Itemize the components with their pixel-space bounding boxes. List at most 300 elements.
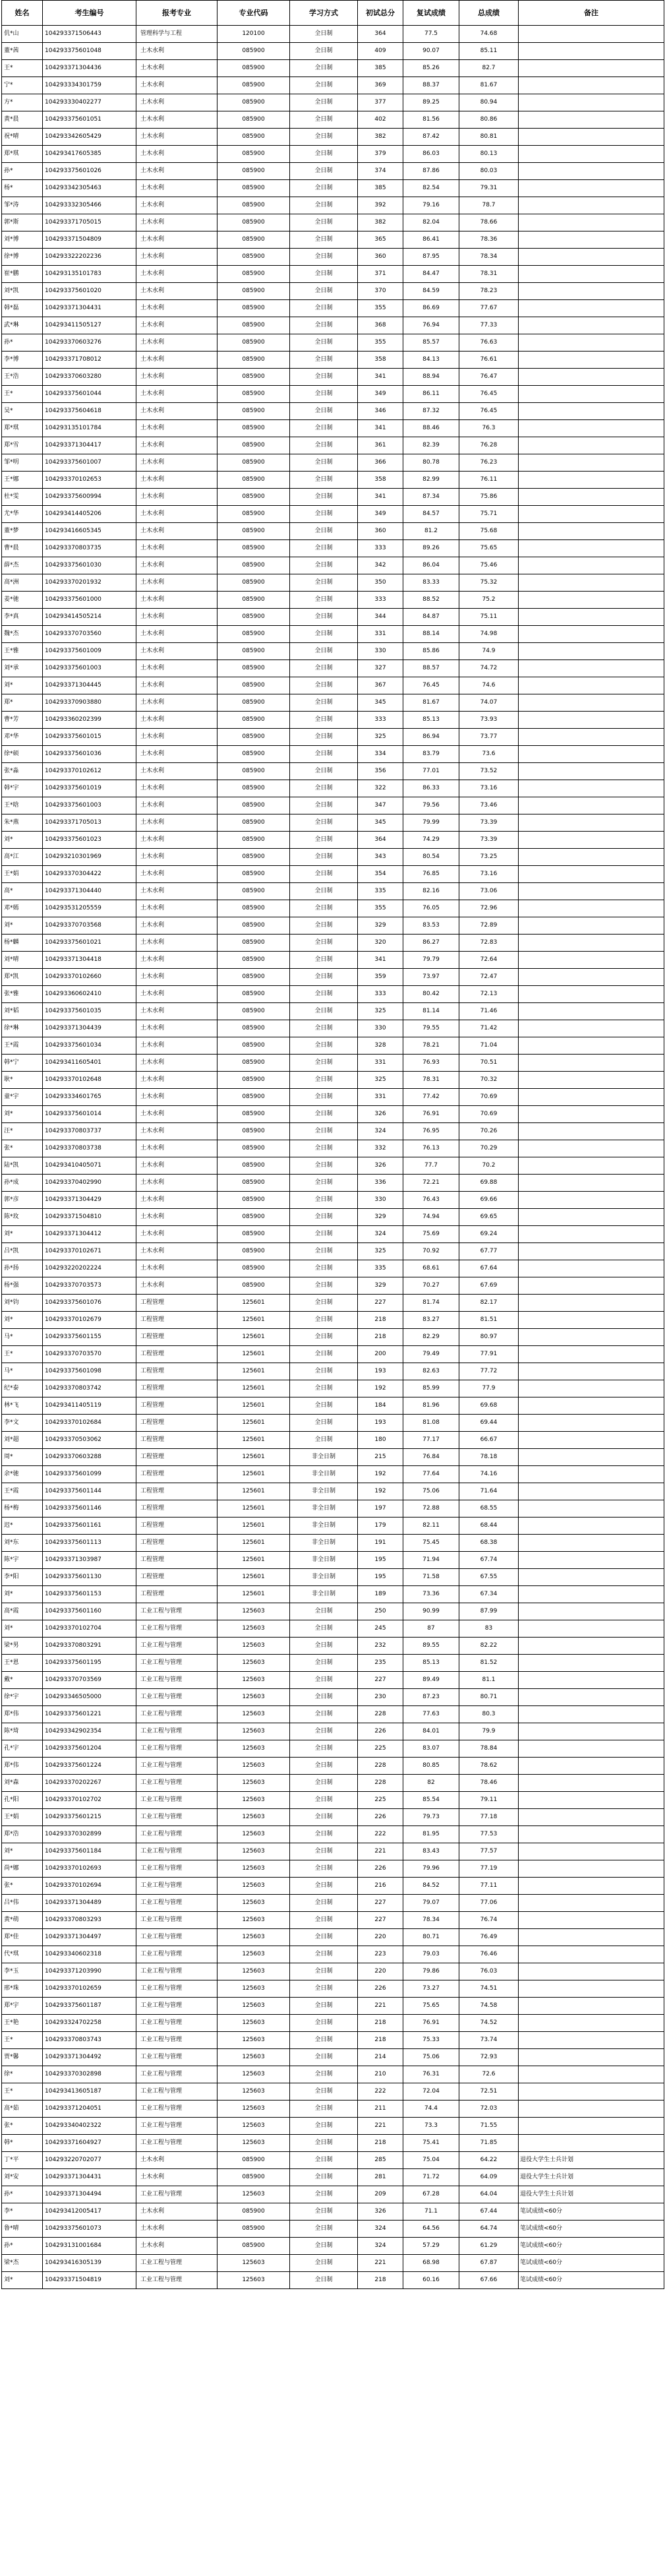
cell-name: 王*霞 bbox=[2, 1483, 43, 1500]
cell-retest-score: 90.07 bbox=[403, 43, 459, 60]
table-row bbox=[2, 1929, 664, 1946]
cell-major-code: 085900 bbox=[218, 523, 290, 540]
cell-initial-score: 320 bbox=[358, 935, 403, 952]
cell-name: 朱*燕 bbox=[2, 814, 43, 832]
cell-note bbox=[519, 729, 664, 746]
table-row bbox=[2, 1895, 664, 1912]
cell-note bbox=[519, 883, 664, 900]
cell-retest-score: 76.05 bbox=[403, 900, 459, 917]
cell-retest-score: 76.91 bbox=[403, 2015, 459, 2032]
cell-total-score: 75.11 bbox=[459, 609, 519, 626]
cell-initial-score: 228 bbox=[358, 1775, 403, 1792]
cell-major: 土木水利 bbox=[136, 557, 218, 574]
cell-total-score: 67.77 bbox=[459, 1243, 519, 1260]
cell-initial-score: 402 bbox=[358, 111, 403, 129]
cell-note bbox=[519, 1620, 664, 1638]
cell-major: 土木水利 bbox=[136, 660, 218, 677]
cell-name: 魏*杰 bbox=[2, 626, 43, 643]
cell-major: 土木水利 bbox=[136, 454, 218, 472]
cell-initial-score: 227 bbox=[358, 1912, 403, 1929]
cell-major: 工业工程与管理 bbox=[136, 2015, 218, 2032]
cell-exam-id: 104293375601073 bbox=[43, 2221, 136, 2238]
cell-major: 土木水利 bbox=[136, 369, 218, 386]
cell-total-score: 83 bbox=[459, 1620, 519, 1638]
cell-note bbox=[519, 1157, 664, 1175]
cell-major-code: 085900 bbox=[218, 1037, 290, 1055]
cell-retest-score: 76.84 bbox=[403, 1449, 459, 1466]
cell-retest-score: 82.04 bbox=[403, 214, 459, 231]
cell-study-mode: 非全日制 bbox=[290, 1466, 358, 1483]
cell-initial-score: 341 bbox=[358, 420, 403, 437]
table-row bbox=[2, 574, 664, 592]
cell-name: 张*雅 bbox=[2, 986, 43, 1003]
cell-initial-score: 333 bbox=[358, 592, 403, 609]
cell-exam-id: 104293411405119 bbox=[43, 1397, 136, 1415]
cell-name: 孙* bbox=[2, 163, 43, 180]
cell-name: 王*雅 bbox=[2, 643, 43, 660]
header-initial-score: 初试总分 bbox=[358, 1, 403, 26]
cell-retest-score: 77.01 bbox=[403, 763, 459, 780]
cell-study-mode: 全日制 bbox=[290, 1706, 358, 1723]
cell-exam-id: 104293135101783 bbox=[43, 266, 136, 283]
score-table bbox=[1, 0, 664, 2289]
cell-initial-score: 382 bbox=[358, 214, 403, 231]
cell-major-code: 085900 bbox=[218, 283, 290, 300]
cell-initial-score: 360 bbox=[358, 249, 403, 266]
cell-note bbox=[519, 1140, 664, 1157]
cell-retest-score: 79.73 bbox=[403, 1809, 459, 1826]
cell-exam-id: 104293370102684 bbox=[43, 1415, 136, 1432]
cell-study-mode: 全日制 bbox=[290, 1603, 358, 1620]
cell-study-mode: 全日制 bbox=[290, 952, 358, 969]
cell-note: 笔试成绩<60分 bbox=[519, 2221, 664, 2238]
cell-name: 郑*佳 bbox=[2, 1929, 43, 1946]
cell-major-code: 085900 bbox=[218, 849, 290, 866]
table-row bbox=[2, 2272, 664, 2289]
cell-note bbox=[519, 1689, 664, 1706]
cell-major-code: 085900 bbox=[218, 403, 290, 420]
cell-exam-id: 104293375601161 bbox=[43, 1518, 136, 1535]
table-row bbox=[2, 832, 664, 849]
cell-note bbox=[519, 1878, 664, 1895]
table-row bbox=[2, 1946, 664, 1963]
cell-major: 工程管理 bbox=[136, 1329, 218, 1346]
cell-total-score: 68.38 bbox=[459, 1535, 519, 1552]
cell-major-code: 125603 bbox=[218, 1740, 290, 1758]
cell-note: 退役大学生士兵计划 bbox=[519, 2186, 664, 2203]
cell-major-code: 085900 bbox=[218, 266, 290, 283]
cell-retest-score: 85.54 bbox=[403, 1792, 459, 1809]
cell-major: 工业工程与管理 bbox=[136, 1963, 218, 1980]
cell-retest-score: 83.07 bbox=[403, 1740, 459, 1758]
cell-total-score: 70.26 bbox=[459, 1123, 519, 1140]
cell-major-code: 085900 bbox=[218, 214, 290, 231]
cell-exam-id: 104293135101784 bbox=[43, 420, 136, 437]
cell-name: 马* bbox=[2, 1329, 43, 1346]
cell-study-mode: 全日制 bbox=[290, 2186, 358, 2203]
cell-major-code: 085900 bbox=[218, 677, 290, 694]
table-row bbox=[2, 1209, 664, 1226]
cell-exam-id: 104293131001684 bbox=[43, 2238, 136, 2255]
cell-major-code: 085900 bbox=[218, 506, 290, 523]
cell-name: 陈*玫 bbox=[2, 1209, 43, 1226]
cell-major-code: 125603 bbox=[218, 2101, 290, 2118]
cell-exam-id: 104293370302899 bbox=[43, 1826, 136, 1843]
cell-name: 王* bbox=[2, 2032, 43, 2049]
cell-note bbox=[519, 763, 664, 780]
table-row bbox=[2, 1397, 664, 1415]
header-total-score: 总成绩 bbox=[459, 1, 519, 26]
cell-note bbox=[519, 1312, 664, 1329]
cell-exam-id: 104293342305463 bbox=[43, 180, 136, 197]
cell-note bbox=[519, 797, 664, 814]
cell-initial-score: 409 bbox=[358, 43, 403, 60]
cell-name: 刘*晴 bbox=[2, 952, 43, 969]
cell-major-code: 125603 bbox=[218, 2015, 290, 2032]
cell-retest-score: 87.34 bbox=[403, 489, 459, 506]
cell-note bbox=[519, 1758, 664, 1775]
cell-total-score: 69.66 bbox=[459, 1192, 519, 1209]
table-row bbox=[2, 454, 664, 472]
cell-total-score: 77.91 bbox=[459, 1346, 519, 1363]
cell-study-mode: 全日制 bbox=[290, 60, 358, 77]
cell-major-code: 125603 bbox=[218, 1998, 290, 2015]
cell-exam-id: 104293371304494 bbox=[43, 2186, 136, 2203]
cell-retest-score: 82 bbox=[403, 1775, 459, 1792]
cell-total-score: 80.81 bbox=[459, 129, 519, 146]
table-row bbox=[2, 746, 664, 763]
cell-study-mode: 全日制 bbox=[290, 935, 358, 952]
cell-total-score: 78.46 bbox=[459, 1775, 519, 1792]
cell-study-mode: 全日制 bbox=[290, 1020, 358, 1037]
cell-initial-score: 200 bbox=[358, 1346, 403, 1363]
cell-exam-id: 104293375601019 bbox=[43, 780, 136, 797]
table-row bbox=[2, 609, 664, 626]
cell-retest-score: 87.95 bbox=[403, 249, 459, 266]
cell-initial-score: 179 bbox=[358, 1518, 403, 1535]
cell-name: 王*艳 bbox=[2, 2015, 43, 2032]
cell-major-code: 085900 bbox=[218, 917, 290, 935]
cell-study-mode: 全日制 bbox=[290, 1758, 358, 1775]
cell-initial-score: 368 bbox=[358, 317, 403, 334]
table-row bbox=[2, 1483, 664, 1500]
cell-total-score: 79.9 bbox=[459, 1723, 519, 1740]
cell-major-code: 085900 bbox=[218, 866, 290, 883]
cell-retest-score: 82.63 bbox=[403, 1363, 459, 1380]
cell-initial-score: 330 bbox=[358, 1192, 403, 1209]
cell-initial-score: 221 bbox=[358, 2255, 403, 2272]
cell-initial-score: 324 bbox=[358, 1123, 403, 1140]
cell-exam-id: 104293346505000 bbox=[43, 1689, 136, 1706]
cell-total-score: 77.9 bbox=[459, 1380, 519, 1397]
cell-major: 土木水利 bbox=[136, 883, 218, 900]
table-row bbox=[2, 334, 664, 352]
cell-name: 纪*泰 bbox=[2, 1380, 43, 1397]
cell-total-score: 73.25 bbox=[459, 849, 519, 866]
cell-exam-id: 104293370102612 bbox=[43, 763, 136, 780]
table-row bbox=[2, 849, 664, 866]
cell-retest-score: 80.71 bbox=[403, 1929, 459, 1946]
table-row bbox=[2, 77, 664, 94]
cell-major-code: 085900 bbox=[218, 557, 290, 574]
cell-name: 徐*宇 bbox=[2, 1689, 43, 1706]
cell-note bbox=[519, 1500, 664, 1518]
cell-retest-score: 79.55 bbox=[403, 1020, 459, 1037]
cell-major-code: 085900 bbox=[218, 129, 290, 146]
cell-study-mode: 全日制 bbox=[290, 917, 358, 935]
cell-study-mode: 全日制 bbox=[290, 2101, 358, 2118]
cell-major: 土木水利 bbox=[136, 146, 218, 163]
cell-note bbox=[519, 1518, 664, 1535]
cell-study-mode: 全日制 bbox=[290, 1929, 358, 1946]
cell-major: 工业工程与管理 bbox=[136, 1843, 218, 1860]
table-row bbox=[2, 1500, 664, 1518]
cell-initial-score: 358 bbox=[358, 472, 403, 489]
cell-study-mode: 全日制 bbox=[290, 1363, 358, 1380]
cell-major-code: 125601 bbox=[218, 1363, 290, 1380]
cell-major-code: 125601 bbox=[218, 1380, 290, 1397]
cell-note: 笔试成绩<60分 bbox=[519, 2203, 664, 2221]
cell-major: 管理科学与工程 bbox=[136, 26, 218, 43]
cell-retest-score: 77.42 bbox=[403, 1089, 459, 1106]
header-study-mode: 学习方式 bbox=[290, 1, 358, 26]
cell-study-mode: 非全日制 bbox=[290, 1483, 358, 1500]
cell-exam-id: 104293371304431 bbox=[43, 2169, 136, 2186]
table-row bbox=[2, 26, 664, 43]
cell-initial-score: 330 bbox=[358, 643, 403, 660]
table-row bbox=[2, 146, 664, 163]
cell-name: 曹*芳 bbox=[2, 712, 43, 729]
cell-major-code: 085900 bbox=[218, 369, 290, 386]
cell-total-score: 73.52 bbox=[459, 763, 519, 780]
cell-exam-id: 104293371304436 bbox=[43, 60, 136, 77]
cell-retest-score: 77.63 bbox=[403, 1706, 459, 1723]
cell-total-score: 67.34 bbox=[459, 1586, 519, 1603]
cell-study-mode: 全日制 bbox=[290, 814, 358, 832]
cell-initial-score: 226 bbox=[358, 1723, 403, 1740]
cell-initial-score: 281 bbox=[358, 2169, 403, 2186]
table-row bbox=[2, 1072, 664, 1089]
cell-exam-id: 104293411605401 bbox=[43, 1055, 136, 1072]
cell-retest-score: 85.26 bbox=[403, 60, 459, 77]
cell-total-score: 74.58 bbox=[459, 1998, 519, 2015]
table-row bbox=[2, 2203, 664, 2221]
cell-initial-score: 330 bbox=[358, 1020, 403, 1037]
cell-major: 工业工程与管理 bbox=[136, 1895, 218, 1912]
cell-name: 李* bbox=[2, 2203, 43, 2221]
cell-study-mode: 全日制 bbox=[290, 523, 358, 540]
cell-major-code: 085900 bbox=[218, 2203, 290, 2221]
cell-major-code: 125603 bbox=[218, 2083, 290, 2101]
cell-exam-id: 104293360602410 bbox=[43, 986, 136, 1003]
cell-initial-score: 364 bbox=[358, 26, 403, 43]
cell-initial-score: 221 bbox=[358, 1998, 403, 2015]
table-row bbox=[2, 2032, 664, 2049]
cell-initial-score: 355 bbox=[358, 900, 403, 917]
cell-name: 张* bbox=[2, 1140, 43, 1157]
cell-major-code: 125603 bbox=[218, 1946, 290, 1963]
cell-note: 笔试成绩<60分 bbox=[519, 2255, 664, 2272]
cell-initial-score: 333 bbox=[358, 540, 403, 557]
cell-total-score: 74.72 bbox=[459, 660, 519, 677]
cell-exam-id: 104293332305466 bbox=[43, 197, 136, 214]
cell-retest-score: 83.53 bbox=[403, 917, 459, 935]
cell-major-code: 125601 bbox=[218, 1295, 290, 1312]
cell-study-mode: 全日制 bbox=[290, 1912, 358, 1929]
cell-study-mode: 全日制 bbox=[290, 180, 358, 197]
cell-study-mode: 全日制 bbox=[290, 1878, 358, 1895]
cell-exam-id: 104293370603280 bbox=[43, 369, 136, 386]
cell-total-score: 76.46 bbox=[459, 1946, 519, 1963]
cell-exam-id: 104293375601009 bbox=[43, 643, 136, 660]
cell-major-code: 125603 bbox=[218, 1878, 290, 1895]
cell-major-code: 125603 bbox=[218, 1723, 290, 1740]
cell-major: 工业工程与管理 bbox=[136, 1775, 218, 1792]
cell-major-code: 085900 bbox=[218, 1089, 290, 1106]
cell-exam-id: 104293375601204 bbox=[43, 1740, 136, 1758]
cell-major: 土木水利 bbox=[136, 677, 218, 694]
cell-name: 刘* bbox=[2, 2272, 43, 2289]
cell-note bbox=[519, 403, 664, 420]
cell-major-code: 125603 bbox=[218, 1620, 290, 1638]
cell-major: 工程管理 bbox=[136, 1380, 218, 1397]
cell-major-code: 085900 bbox=[218, 2152, 290, 2169]
cell-major-code: 085900 bbox=[218, 454, 290, 472]
cell-major: 土木水利 bbox=[136, 986, 218, 1003]
cell-major-code: 125603 bbox=[218, 2066, 290, 2083]
cell-note bbox=[519, 1037, 664, 1055]
cell-total-score: 73.39 bbox=[459, 832, 519, 849]
cell-name: 刘*韬 bbox=[2, 1003, 43, 1020]
cell-note bbox=[519, 780, 664, 797]
cell-major: 土木水利 bbox=[136, 523, 218, 540]
cell-major: 土木水利 bbox=[136, 249, 218, 266]
cell-major-code: 125603 bbox=[218, 1758, 290, 1775]
cell-retest-score: 72.04 bbox=[403, 2083, 459, 2101]
cell-total-score: 68.44 bbox=[459, 1518, 519, 1535]
cell-note bbox=[519, 523, 664, 540]
cell-major: 土木水利 bbox=[136, 952, 218, 969]
cell-major: 土木水利 bbox=[136, 300, 218, 317]
cell-name: 杨*梅 bbox=[2, 1500, 43, 1518]
cell-retest-score: 89.55 bbox=[403, 1638, 459, 1655]
cell-initial-score: 374 bbox=[358, 163, 403, 180]
cell-name: 郑*宇 bbox=[2, 1998, 43, 2015]
cell-initial-score: 285 bbox=[358, 2152, 403, 2169]
cell-major-code: 125603 bbox=[218, 1775, 290, 1792]
cell-initial-score: 350 bbox=[358, 574, 403, 592]
cell-major: 工业工程与管理 bbox=[136, 2255, 218, 2272]
cell-exam-id: 104293411505127 bbox=[43, 317, 136, 334]
cell-major-code: 085900 bbox=[218, 249, 290, 266]
cell-total-score: 71.04 bbox=[459, 1037, 519, 1055]
cell-exam-id: 104293370102653 bbox=[43, 472, 136, 489]
cell-exam-id: 104293410405071 bbox=[43, 1157, 136, 1175]
cell-note bbox=[519, 969, 664, 986]
cell-exam-id: 104293375601224 bbox=[43, 1758, 136, 1775]
cell-exam-id: 104293375601020 bbox=[43, 283, 136, 300]
cell-retest-score: 79.07 bbox=[403, 1895, 459, 1912]
cell-total-score: 82.7 bbox=[459, 60, 519, 77]
cell-major: 工业工程与管理 bbox=[136, 2066, 218, 2083]
cell-name: 刘* bbox=[2, 1226, 43, 1243]
cell-major-code: 085900 bbox=[218, 472, 290, 489]
table-row bbox=[2, 352, 664, 369]
cell-initial-score: 193 bbox=[358, 1363, 403, 1380]
cell-major: 土木水利 bbox=[136, 1157, 218, 1175]
cell-name: 徐*博 bbox=[2, 249, 43, 266]
cell-total-score: 75.86 bbox=[459, 489, 519, 506]
cell-total-score: 78.66 bbox=[459, 214, 519, 231]
cell-initial-score: 385 bbox=[358, 60, 403, 77]
table-row bbox=[2, 129, 664, 146]
cell-retest-score: 89.26 bbox=[403, 540, 459, 557]
cell-study-mode: 全日制 bbox=[290, 797, 358, 814]
table-row bbox=[2, 1878, 664, 1895]
cell-initial-score: 227 bbox=[358, 1295, 403, 1312]
cell-major: 工业工程与管理 bbox=[136, 1826, 218, 1843]
cell-exam-id: 104293342902354 bbox=[43, 1723, 136, 1740]
cell-major-code: 125603 bbox=[218, 2049, 290, 2066]
table-body bbox=[2, 26, 664, 2289]
cell-study-mode: 全日制 bbox=[290, 2049, 358, 2066]
cell-study-mode: 非全日制 bbox=[290, 1518, 358, 1535]
cell-retest-score: 79.16 bbox=[403, 197, 459, 214]
cell-retest-score: 67.28 bbox=[403, 2186, 459, 2203]
cell-retest-score: 76.31 bbox=[403, 2066, 459, 2083]
cell-major: 土木水利 bbox=[136, 317, 218, 334]
cell-exam-id: 104293371304440 bbox=[43, 883, 136, 900]
cell-note bbox=[519, 77, 664, 94]
cell-note bbox=[519, 2049, 664, 2066]
cell-note bbox=[519, 643, 664, 660]
cell-initial-score: 195 bbox=[358, 1552, 403, 1569]
cell-retest-score: 74.29 bbox=[403, 832, 459, 849]
cell-initial-score: 232 bbox=[358, 1638, 403, 1655]
cell-note bbox=[519, 1912, 664, 1929]
cell-name: 韩*磊 bbox=[2, 300, 43, 317]
cell-total-score: 73.16 bbox=[459, 866, 519, 883]
cell-note bbox=[519, 146, 664, 163]
cell-name: 梁*男 bbox=[2, 1638, 43, 1655]
cell-note bbox=[519, 163, 664, 180]
cell-retest-score: 82.54 bbox=[403, 180, 459, 197]
cell-retest-score: 71.72 bbox=[403, 2169, 459, 2186]
cell-total-score: 61.29 bbox=[459, 2238, 519, 2255]
cell-name: 高*洲 bbox=[2, 574, 43, 592]
cell-study-mode: 全日制 bbox=[290, 506, 358, 523]
cell-retest-score: 81.95 bbox=[403, 1826, 459, 1843]
cell-note bbox=[519, 917, 664, 935]
cell-major: 土木水利 bbox=[136, 540, 218, 557]
cell-initial-score: 335 bbox=[358, 1260, 403, 1277]
cell-initial-score: 392 bbox=[358, 197, 403, 214]
cell-exam-id: 104293324702258 bbox=[43, 2015, 136, 2032]
cell-exam-id: 104293322202236 bbox=[43, 249, 136, 266]
cell-major-code: 085900 bbox=[218, 77, 290, 94]
cell-initial-score: 245 bbox=[358, 1620, 403, 1638]
cell-note bbox=[519, 506, 664, 523]
cell-total-score: 76.11 bbox=[459, 472, 519, 489]
table-row bbox=[2, 1329, 664, 1346]
cell-note bbox=[519, 866, 664, 883]
cell-major: 工业工程与管理 bbox=[136, 2101, 218, 2118]
cell-retest-score: 77.64 bbox=[403, 1466, 459, 1483]
cell-note bbox=[519, 1843, 664, 1860]
cell-initial-score: 235 bbox=[358, 1655, 403, 1672]
cell-retest-score: 78.34 bbox=[403, 1912, 459, 1929]
cell-major-code: 085900 bbox=[218, 1209, 290, 1226]
